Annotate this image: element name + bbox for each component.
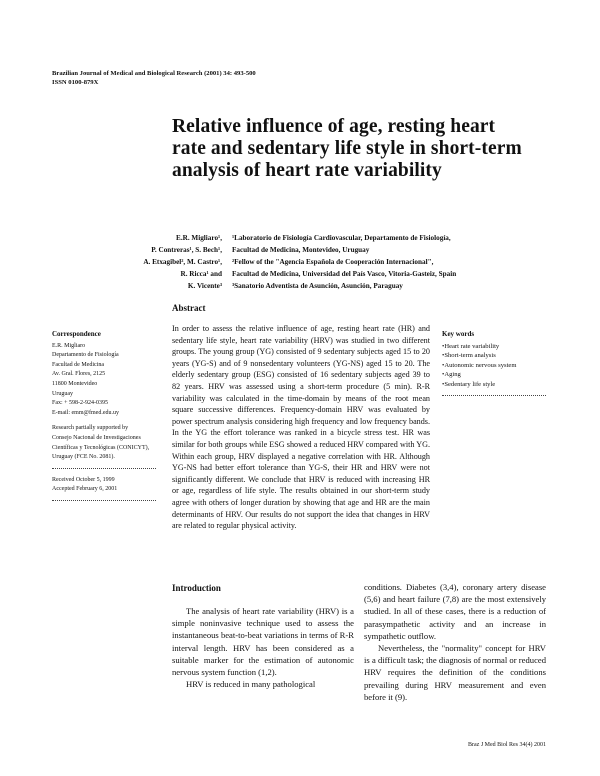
introduction-column-right [364,581,546,703]
author-line: E.R. Migliaro¹, [176,234,222,242]
author-line: K. Vicente³ [187,282,222,290]
keywords-box [442,330,546,403]
keyword-item: • Autonomic nervous system [442,361,546,371]
author-list [40,232,222,292]
received-date: Received October 5, 1999 [52,476,115,483]
journal-header [52,69,256,87]
introduction-heading: Introduction [172,583,221,593]
dotted-divider [442,395,546,396]
support-line: Consejo Nacional de Investigaciones [52,434,141,441]
introduction-column-left [172,605,354,690]
abstract-text: In order to assess the relative influence of age, resting heart rate (HR) and sedentary life style, heart rate variability (HRV) was studied in two different groups. The young group (YG) consisted of 9 sedentary subjects aged 15 to 20 years (YG-S) and of 9 nonsedentary volunteers (YG-NS) aged 15 to 20. The elderly sedentary group (ESG) consisted of 16 sedentary subjects aged 39 to 82 years. HRV was assessed using a short-term procedure (5 min). R-R variability was calculated in the time-domain by means of the root mean square successive differences. Frequency-domain HRV was evaluated by power spectrum analysis considering high frequency and low frequency bands. In the YG the effort tolerance was ranked in a bicycle stress test. HR was similar for both groups while ESG showed a reduced HRV compared with YG. Within each group, HRV displayed a negative correlation with HR. Although YG-NS had better effort tolerance than YG-S, their HR and HRV were not significantly different. We conclude that HRV is reduced with increasing HR or age, regardless of life style. The results obtained in our short-term study agree with others of longer duration by showing that age and HR are the main determinants of HRV. Our results do not support the idea that changes in HRV are related to regular physical activity. [172,324,430,531]
intro-paragraph: Nevertheless, the "normality" concept for HRV is a difficult task; the diagnosis of normal or reduced HRV requires the definition of the conditions prevailing during HRV measurement and even before it (9). [364,643,546,702]
keyword-item: • Sedentary life style [442,380,546,390]
correspondence-line: Uruguay [52,390,73,397]
affiliation-line: ³Sanatorio Adventista de Asunción, Asunción, Paraguay [232,282,403,290]
correspondence-line: Facultad de Medicina [52,361,104,368]
dotted-divider [52,468,156,469]
accepted-date: Accepted February 6, 2001 [52,486,118,493]
support-line: Científicas y Tecnológicas (CONICYT), [52,444,150,451]
keyword-item: • Heart rate variability [442,342,546,352]
affiliation-line: ²Fellow of the "Agencia Española de Cooperación Internacional", [232,258,434,266]
intro-paragraph: The analysis of heart rate variability (HRV) is a simple noninvasive technique used to assess the instantaneous beat-to-beat variations in terms of R-R interval length. HRV has been considered as a suitable marker for the estimation of autonomic nervous system function (1,2). [172,606,354,678]
correspondence-line: Av. Gral. Flores, 2125 [52,371,106,378]
correspondence-sidebar [52,330,160,508]
correspondence-email: E-mail: emm@fmed.edu.uy [52,409,120,416]
intro-paragraph: HRV is reduced in many pathological [186,679,316,690]
author-line: A. Etxagibel², M. Castro¹, [143,258,222,266]
article-title: Relative influence of age, resting heart rate and sedentary life style in short-term analysis of heart rate variability [172,116,522,181]
affiliation-line: Facultad de Medicina, Montevideo, Uruguay [232,246,370,254]
affiliation-list [232,232,562,292]
correspondence-line: Departamento de Fisiología [52,352,119,359]
support-line: Research partially supported by [52,425,129,432]
journal-issn: ISSN 0100-879X [52,79,99,86]
author-line: P. Contreras¹, S. Bech¹, [151,246,222,254]
keywords-heading: Key words [442,330,475,338]
dotted-divider [52,500,156,501]
journal-citation: Brazilian Journal of Medical and Biological Research (2001) 34: 493-500 [52,70,256,77]
abstract-heading: Abstract [172,303,206,313]
intro-paragraph: conditions. Diabetes (3,4), coronary artery disease (5,6) and heart failure (7,8) are the most extensively studied. In all of these cases, there is a reduction of parasympathetic activity and an increase in sympathetic outflow. [364,582,546,641]
correspondence-line: Fax: + 598-2-924-0395 [52,400,109,407]
correspondence-line: E.R. Migliaro [52,342,86,349]
correspondence-heading: Correspondence [52,330,101,338]
affiliation-line: Facultad de Medicina, Universidad del País Vasco, Vitoria-Gasteiz, Spain [232,270,457,278]
affiliation-line: ¹Laboratorio de Fisiología Cardiovascular, Departamento de Fisiología, [232,234,451,242]
keyword-item: • Aging [442,370,546,380]
page-footer: Braz J Med Biol Res 34(4) 2001 [468,742,546,748]
support-line: Uruguay (FCE No. 2081). [52,454,115,461]
correspondence-line: 11800 Montevideo [52,380,98,387]
author-line: R. Ricca¹ and [180,270,222,278]
keyword-item: • Short-term analysis [442,351,546,361]
